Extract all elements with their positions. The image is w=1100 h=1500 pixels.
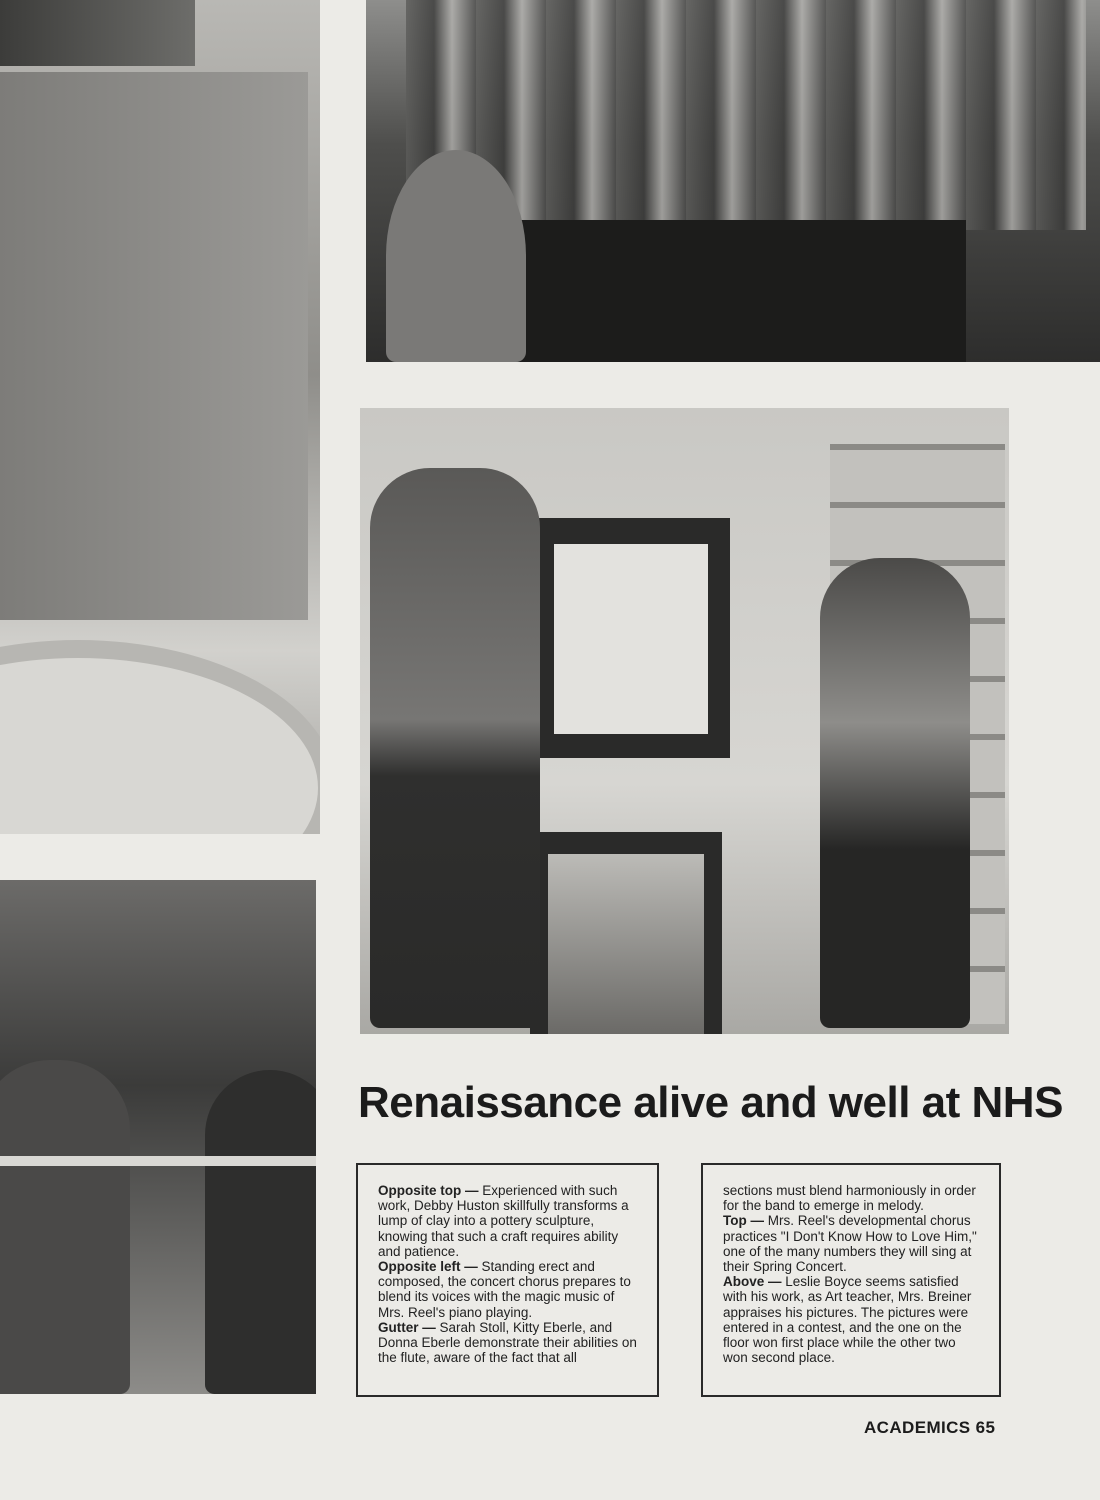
caption-paragraph <box>378 1320 641 1366</box>
caption-box-right <box>701 1163 1001 1397</box>
caption-text: Mrs. Reel's developmental chorus practices "I Don't Know How to Love Him," one of the many numbers they will sing at their Spring Concert. <box>723 1213 977 1275</box>
page-folio <box>864 1418 995 1438</box>
caption-box-left <box>356 1163 659 1397</box>
chorus-photo <box>366 0 1100 362</box>
caption-label: Above — <box>723 1274 782 1290</box>
caption-label: Top — <box>723 1213 764 1229</box>
caption-text: sections must blend harmoniously in order for the band to emerge in melody. <box>723 1183 976 1214</box>
art-photo <box>360 408 1009 1034</box>
flute-photo <box>0 880 316 1394</box>
page-headline: Renaissance alive and well at NHS <box>358 1078 1063 1127</box>
caption-paragraph <box>723 1274 983 1365</box>
caption-text: Sarah Stoll, Kitty Eberle, and Donna Eberle demonstrate their abilities on the flute, aware of the fact that all <box>378 1319 637 1366</box>
section-name: ACADEMICS <box>864 1418 971 1437</box>
caption-label: Opposite top — <box>378 1183 479 1198</box>
caption-label: Gutter — <box>378 1319 436 1335</box>
caption-text: Leslie Boyce seems satisfied with his work, as Art teacher, Mrs. Breiner appraises his pictures. The pictures were entered in a contest, and the one on the floor won first place while the other two won second place. <box>723 1274 972 1366</box>
pottery-photo <box>0 0 320 834</box>
caption-text: Experienced with such work, Debby Huston skillfully transforms a lump of clay into a pottery sculpture, knowing that such a craft requires ability and patience. <box>378 1183 629 1259</box>
caption-paragraph <box>378 1259 641 1320</box>
caption-paragraph <box>723 1213 983 1274</box>
page-number: 65 <box>975 1418 996 1437</box>
caption-text: Standing erect and composed, the concert chorus prepares to blend its voices with the magic music of Mrs. Reel's piano playing. <box>378 1259 631 1320</box>
caption-paragraph <box>378 1183 641 1259</box>
caption-label: Opposite left — <box>378 1259 478 1275</box>
caption-paragraph <box>723 1183 983 1213</box>
